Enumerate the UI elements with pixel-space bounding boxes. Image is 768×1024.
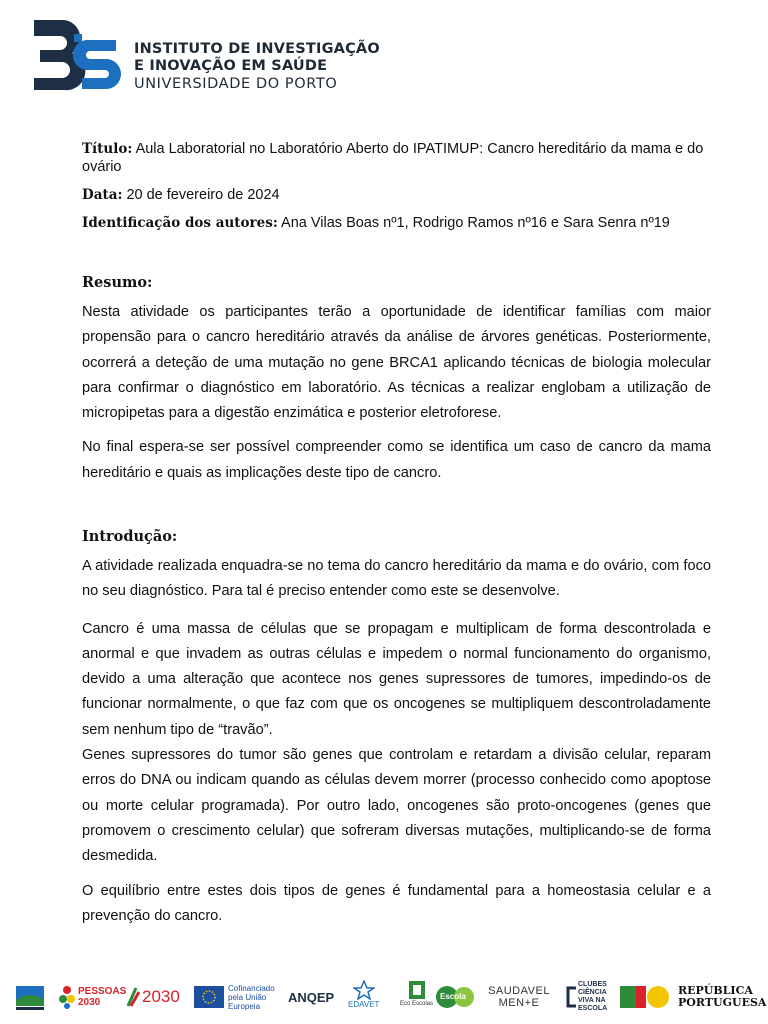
title-value: Aula Laboratorial no Laboratório Aberto do IPATIMUP: Cancro hereditário da mama e do ovário: [82, 141, 704, 175]
institute-name-line-2: E INOVAÇÃO EM SAÚDE: [134, 58, 328, 74]
resumo-section: [82, 274, 711, 486]
resumo-paragraph: No final espera-se ser possível compreender como se identifica um caso de cancro da mama hereditário e quais as implicações deste tipo de cancro.: [82, 439, 711, 481]
institute-name: [134, 41, 434, 93]
document-metadata: [82, 140, 712, 242]
date-label: Data:: [82, 187, 123, 203]
introducao-paragraph: A atividade realizada enquadra-se no tema do cancro hereditário da mama e do ovário, com foco no seu diagnóstico. Para tal é preciso entender como este se desenvolve.: [82, 558, 711, 600]
portugal-2030-logo: 2030: [126, 980, 180, 1014]
eco-escolas-logo: Eco Escolas: [400, 980, 433, 1014]
title-row: [82, 140, 712, 176]
eu-cofinancing-logo: Cofinanciado pela União Europeia: [194, 980, 286, 1014]
anqep-logo: ANQEP: [288, 989, 335, 1005]
university-name: UNIVERSIDADE DO PORTO: [134, 76, 338, 92]
republica-portuguesa-logo: REPÚBLICA PORTUGUESA: [620, 980, 758, 1014]
pessoas-2030-logo: PESSOAS 2030: [58, 980, 118, 1014]
saudavel-mente-logo: SAUDAVEL MEN+E: [488, 985, 550, 1009]
authors-label: Identificação dos autores:: [82, 215, 278, 231]
date-value: 20 de fevereiro de 2024: [122, 187, 280, 203]
i3s-logo-mark: [30, 14, 126, 96]
authors-value: Ana Vilas Boas nº1, Rodrigo Ramos nº16 e Sara Senra nº19: [277, 215, 670, 231]
introducao-paragraph: O equilíbrio entre estes dois tipos de genes é fundamental para a homeostasia celular e a prevenção do cancro.: [82, 882, 711, 924]
date-row: [82, 186, 712, 204]
escola-saudavel-logo: Escola: [434, 980, 478, 1014]
escola-logo: [14, 980, 46, 1014]
edavet-logo: EDAVET: [348, 980, 379, 1014]
clubes-ciencia-viva-logo: CLUBES CIÊNCIA VIVA NA ESCOLA: [564, 980, 622, 1014]
introducao-paragraph: Genes supressores do tumor são genes que controlam e retardam a divisão celular, reparam erros do DNA ou indicam quando as células devem morrer (processo conhecido como apoptose ou morte celular programada). Por outro lado, oncogenes são proto-oncogenes (genes que promovem o crescimento celular) que sofreram diversas mutações, multiplicando-se de forma desmedida.: [82, 747, 711, 865]
resumo-paragraph: Nesta atividade os participantes terão a oportunidade de identificar famílias com maior propensão para o cancro hereditário através da análise de árvores genéticas. Posteriormente, ocorrerá a deteção de uma mutação no gene BRCA1 aplicando técnicas de biologia molecular para confirmar o diagnóstico em laboratório. As técnicas a realizar englobam a utilização de micropipetas para a digestão enzimática e posterior eletroforese.: [82, 304, 711, 422]
introducao-section: [82, 528, 711, 929]
funding-logos-footer: [14, 980, 767, 1016]
introducao-heading: Introdução:: [82, 528, 178, 545]
introducao-paragraph: Cancro é uma massa de células que se propagam e multiplicam de forma descontrolada e anormal e que invadem as outras células e impedem o normal funcionamento do organismo, devido a uma alteração que acontece nos genes supressores de tumores, impedindo-os de funcionar normalmente, o que faz com que os oncogenes se multipliquem descontroladamente sem nenhum tipo de “travão”.: [82, 620, 711, 738]
institute-name-line-1: INSTITUTO DE INVESTIGAÇÃO: [134, 41, 380, 57]
title-label: Título:: [82, 141, 133, 157]
authors-row: [82, 214, 712, 232]
resumo-heading: Resumo:: [82, 274, 153, 291]
